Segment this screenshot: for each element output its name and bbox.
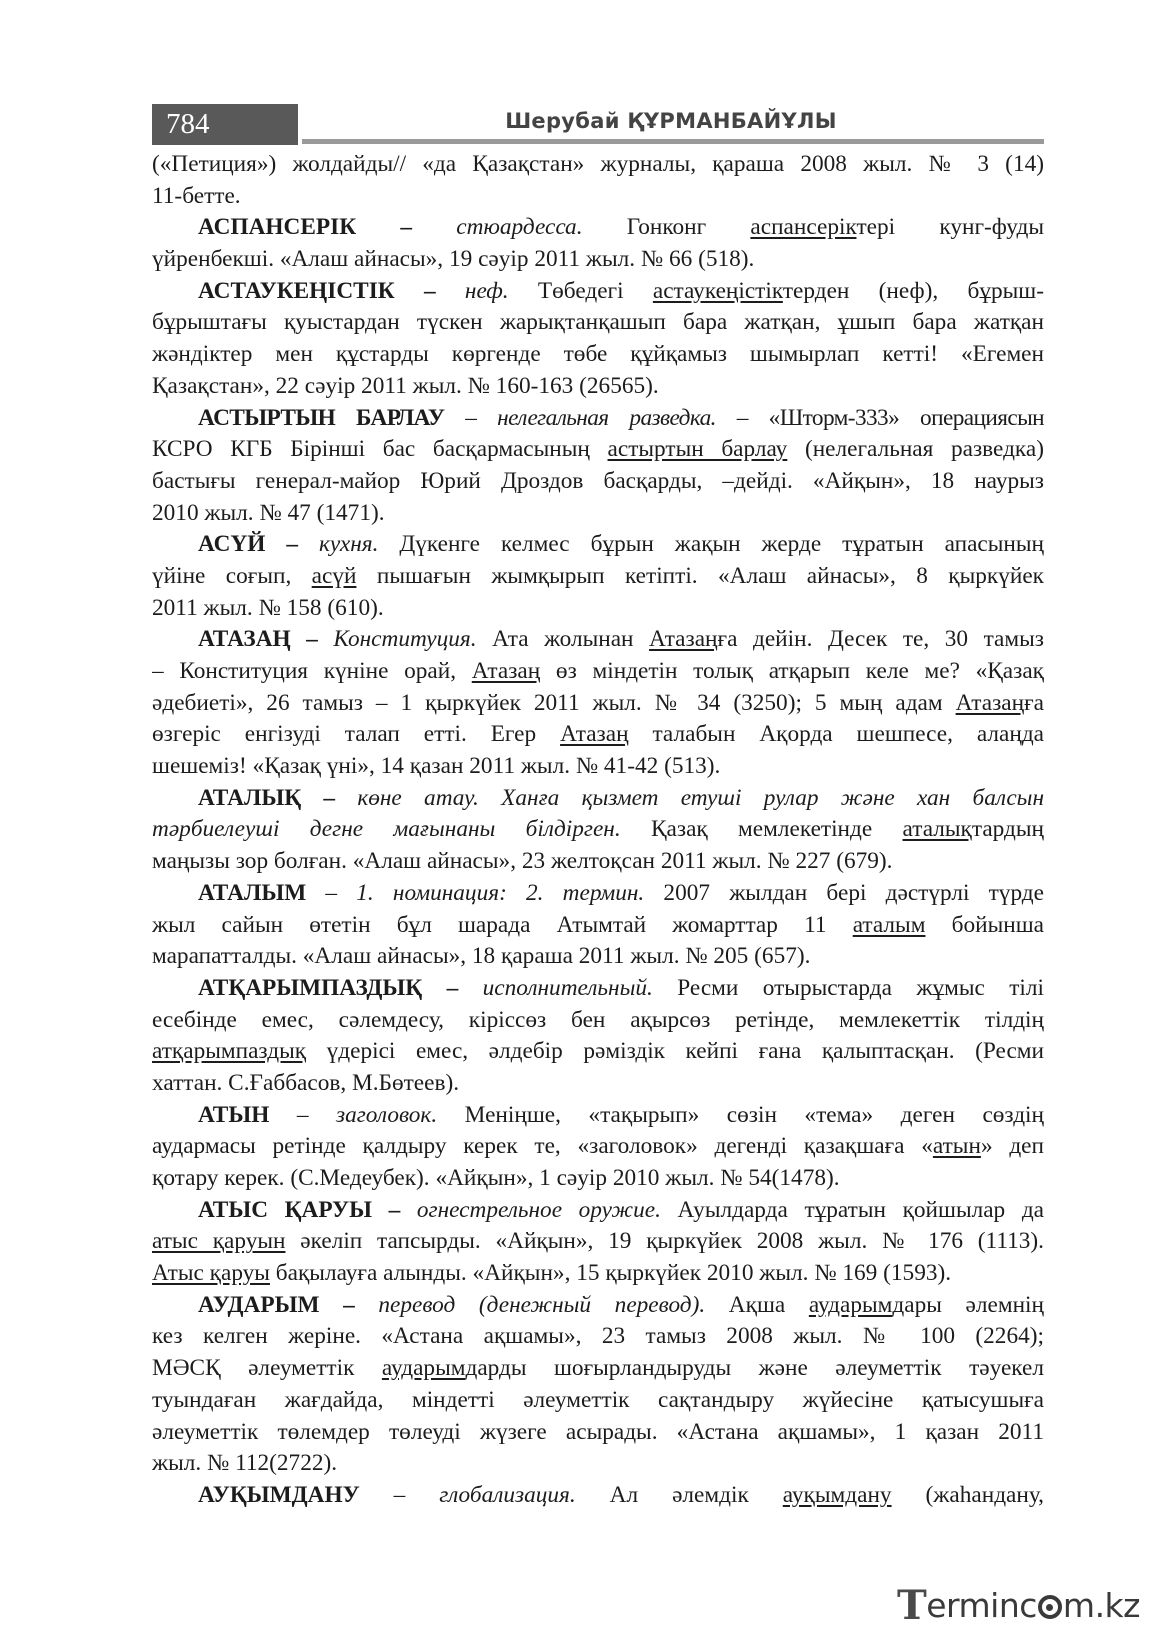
text-line [152,941,1044,973]
text-line [152,561,1044,593]
text-run: маңызы зор болған. «Алаш айнасы», 23 желтоқсан 2011 жыл. № 227 (679). [152,848,893,875]
text-run: Ауылдарда тұратын қойшылар да [660,1196,1044,1223]
watermark-t-letter: T [896,1581,927,1629]
text-run: Ал әлемдік [575,1481,783,1508]
entry-line [152,624,1044,656]
entry-headword: АСТЫРТЫН БАРЛАУ [198,404,445,431]
text-run: Ата жолынан [476,626,650,653]
usage-example: аталым [852,911,926,938]
text-run: аудармасы ретінде қалдыру керек те, «заголовок» дегенді қазақшаға « [152,1133,933,1160]
entry-headword: АТЫН [198,1101,270,1128]
entry-line [152,1290,1044,1322]
entry-headword: АСТАУКЕҢІСТІК – [198,277,465,304]
usage-example: Атыс қаруы [152,1260,270,1287]
text-run: бақылауға алынды. «Айқын», 15 қыркүйек 2010 жыл. № 169 (1593). [269,1260,952,1287]
text-line [152,910,1044,942]
entry-headword: АУДАРЫМ – [198,1291,379,1318]
watermark-o-icon [1038,1595,1062,1619]
entry-line [152,529,1044,561]
entry-line [152,1480,1044,1512]
text-run: үйіне соғып, [152,562,312,589]
text-line [152,1068,1044,1100]
entry-headword: АТЫС ҚАРУЫ – [198,1196,417,1223]
text-run: » деп [980,1133,1044,1160]
entry-headword: АТАЛЫҚ – [198,784,358,811]
text-run: бойынша [925,911,1044,938]
text-run: Төбедегі [508,277,653,304]
header-rule [302,139,1044,144]
text-run: өзгеріс енгізуді талап етті. Егер [152,721,561,748]
text-line [152,1353,1044,1385]
text-run: кез келген жеріне. «Астана ақшамы», 23 тамыз 2008 жыл. № 100 (2264); [152,1323,1044,1350]
text-run: жыл сайын өтетін бұл шарада Атымтай жомарттар 11 [152,911,853,938]
text-run: – «Шторм-333» операциясын [715,404,1044,431]
text-run: әлеуметтік төлемдер төлеуді жүзеге асырады. «Астана ақшамы», 1 қазан 2011 [152,1418,1044,1445]
text-line [152,339,1044,371]
entry-translation: кухня. [318,531,379,558]
entry-line [152,212,1044,244]
text-run: хаттан. С.Ғаббасов, М.Бөтеев). [152,1069,460,1096]
text-run: 2010 жыл. № 47 (1471). [152,499,385,526]
entry-headword: АСПАНСЕРІК – [198,214,457,241]
entry-line [152,1100,1044,1132]
text-line [152,656,1044,688]
page-number: 784 [152,104,298,145]
text-run: Дүкенге келмес бұрын жақын жерде тұратын апасының [378,531,1044,558]
text-line [152,593,1044,625]
text-run: Қазақстан», 22 сәуір 2011 жыл. № 160-163 (26565). [152,372,659,399]
text-run: туындаған жағдайда, міндетті әлеуметтік сақтандыру жүйесіне қатысушыға [152,1386,1044,1413]
text-line [152,719,1044,751]
entry-translation: огнестрельное оружие. [416,1196,661,1223]
text-run: – [269,1101,336,1128]
text-run: үйренбекші. «Алаш айнасы», 19 сәуір 2011 жыл. № 66 (518). [152,246,755,273]
text-line [152,371,1044,403]
running-head-author: Шерубай ҚҰРМАНБАЙҰЛЫ [505,109,837,133]
entry-translation: стюардесса. [456,214,583,241]
entry-translation: глобализация. [439,1481,576,1508]
text-run: МӘСҚ әлеуметтік [152,1355,382,1382]
text-run: Ақша [705,1291,809,1318]
text-run: ға [1024,689,1044,716]
text-line [152,466,1044,498]
termincom-watermark [897,1583,1140,1627]
entry-translation: перевод (денежный перевод). [378,1291,706,1318]
text-line [152,1417,1044,1449]
usage-example: астаукеңістік [652,277,783,304]
entry-translation: неф. [464,277,509,304]
entry-line [152,1195,1044,1227]
entry-line [152,403,1044,435]
usage-example: аударым [808,1291,893,1318]
usage-example: Атазаң [471,658,541,684]
text-run: әдебиеті», 26 тамыз – 1 қыркүйек 2011 жыл. № 34 (3250); 5 мың адам [152,689,956,716]
entry-headword: АТАЛЫМ [198,879,307,906]
usage-example: аударым [381,1355,466,1382]
text-run: бұрыштағы қуыстардан түскен жарықтанқашып бара жатқан, ұшып бара жатқан [152,309,1044,336]
entry-translation: Конституция. [333,626,477,653]
watermark-text: erminc [926,1585,1037,1625]
entry-headword: АТАЗАҢ – [198,626,334,653]
usage-example: атқарымпаздық [152,1038,307,1065]
text-run: бастығы генерал-майор Юрий Дроздов басқарды, –дейді. «Айқын», 18 наурыз [152,467,1044,494]
entry-translation: исполнительный. [482,974,653,1001]
text-run: әкеліп тапсырды. «Айқын», 19 қыркүйек 2008 жыл. № 176 (1113). [285,1228,1044,1255]
text-line [152,1258,1044,1290]
entry-translation: заголовок. [335,1101,438,1128]
text-run: марапатталды. «Алаш айнасы», 18 қараша 2011 жыл. № 205 (657). [152,943,811,970]
text-run: жыл. № 112(2722). [152,1450,338,1477]
text-run: терден (неф), бұрыш- [782,277,1044,304]
text-line [152,751,1044,783]
text-line [152,1131,1044,1163]
text-line [152,1226,1044,1258]
text-line [152,244,1044,276]
usage-example: атыс қаруын [152,1228,286,1255]
usage-example: аталық [902,816,972,843]
entry-headword: АСҮЙ – [198,531,319,558]
text-line [152,814,1044,846]
text-run: Меніңше, «тақырып» сөзін «тема» деген сөздің [437,1101,1044,1128]
text-run: пышағын жымқырып кетіпті. «Алаш айнасы», 8 қыркүйек [356,562,1044,589]
text-run: тардың [971,816,1044,843]
usage-example: астыртын барлау [607,436,788,463]
entry-line [152,878,1044,910]
text-run: (жаһандану, [891,1481,1044,1508]
usage-example: Атазаң [649,626,718,653]
entry-headword: АУҚЫМДАНУ [198,1481,360,1508]
text-run: ға дейін. Десек те, 30 тамыз [717,626,1044,653]
text-run: есебінде емес, сәлемдесу, кіріссөз бен ақырсөз ретінде, мемлекеттік тілдің [152,1006,1044,1033]
text-run: (нелегальная разведка) [787,436,1044,463]
text-line [152,498,1044,530]
text-run: 2007 жылдан бері дәстүрлі түрде [644,879,1044,906]
text-line [152,1005,1044,1037]
watermark-text-end: m.kz [1062,1585,1140,1625]
usage-example: атын [932,1133,981,1160]
text-run: қотару керек. (С.Медеубек). «Айқын», 1 сәуір 2010 жыл. № 54(1478). [152,1165,840,1191]
usage-example: Атазаң [560,721,629,748]
text-line [152,846,1044,878]
text-run: («Петиция») жолдайды// «да Қазақстан» журналы, қараша 2008 жыл. № 3 (14) [152,151,1044,177]
text-run: 2011 жыл. № 158 (610). [152,594,384,621]
usage-example: аспансерік [750,214,857,241]
text-run: тері кунг-фуды [856,214,1044,241]
text-run: дарды шоғырландыруды және әлеуметтік тәуекел [465,1355,1044,1382]
text-run: Гонконг [582,214,751,241]
text-run: 11-бетте. [152,182,241,209]
text-line [152,307,1044,339]
page-header [152,104,1044,145]
text-line [152,688,1044,720]
text-line [152,434,1044,466]
text-line [152,149,1044,181]
entry-line [152,783,1044,815]
entry-line [152,276,1044,308]
text-line [152,1385,1044,1417]
text-line [152,1036,1044,1068]
entry-headword: АТҚАРЫМПАЗДЫҚ – [198,974,483,1001]
usage-example: ауқымдану [782,1481,892,1508]
text-run: үдерісі емес, әлдебір рәміздік кейпі ғана қалыптасқан. (Ресми [306,1038,1044,1065]
usage-example: Атазаң [955,689,1025,716]
text-run: – [359,1481,440,1508]
entry-translation: – нелегальная разведка. [444,404,716,431]
text-run: талабын Ақорда шешпесе, алаңда [628,721,1044,748]
text-run: шешеміз! «Қазақ үні», 14 қазан 2011 жыл. № 41-42 (513). [152,753,721,780]
text-run: жәндіктер мен құстарды көргенде төбе құйқамыз шымырлап кетті! «Егемен [152,341,1044,368]
text-line [152,1448,1044,1480]
text-run: дары әлемнің [892,1291,1044,1318]
entry-translation: тәрбиелеуші дегне мағынаны білдірген. [152,816,621,843]
text-run: Қазақ мемлекетінде [620,816,903,843]
text-run: өз міндетін толық атқарып келе ме? «Қазақ [540,658,1044,684]
entry-translation: 1. номинация: 2. термин. [356,879,645,906]
text-line [152,181,1044,213]
text-run: – [306,879,357,906]
entry-line [152,973,1044,1005]
text-run: Ресми отырыстарда жұмыс тілі [652,974,1044,1001]
dictionary-body [152,149,1044,1512]
text-run: – Конституция күніне орай, [152,658,472,684]
text-line [152,1321,1044,1353]
usage-example: асүй [311,562,357,589]
text-run: КСРО КГБ Бірінші бас басқармасының [152,436,608,463]
entry-translation: көне атау. Ханға қызмет етуші рулар және хан балсын [357,784,1044,811]
text-line [152,1163,1044,1195]
